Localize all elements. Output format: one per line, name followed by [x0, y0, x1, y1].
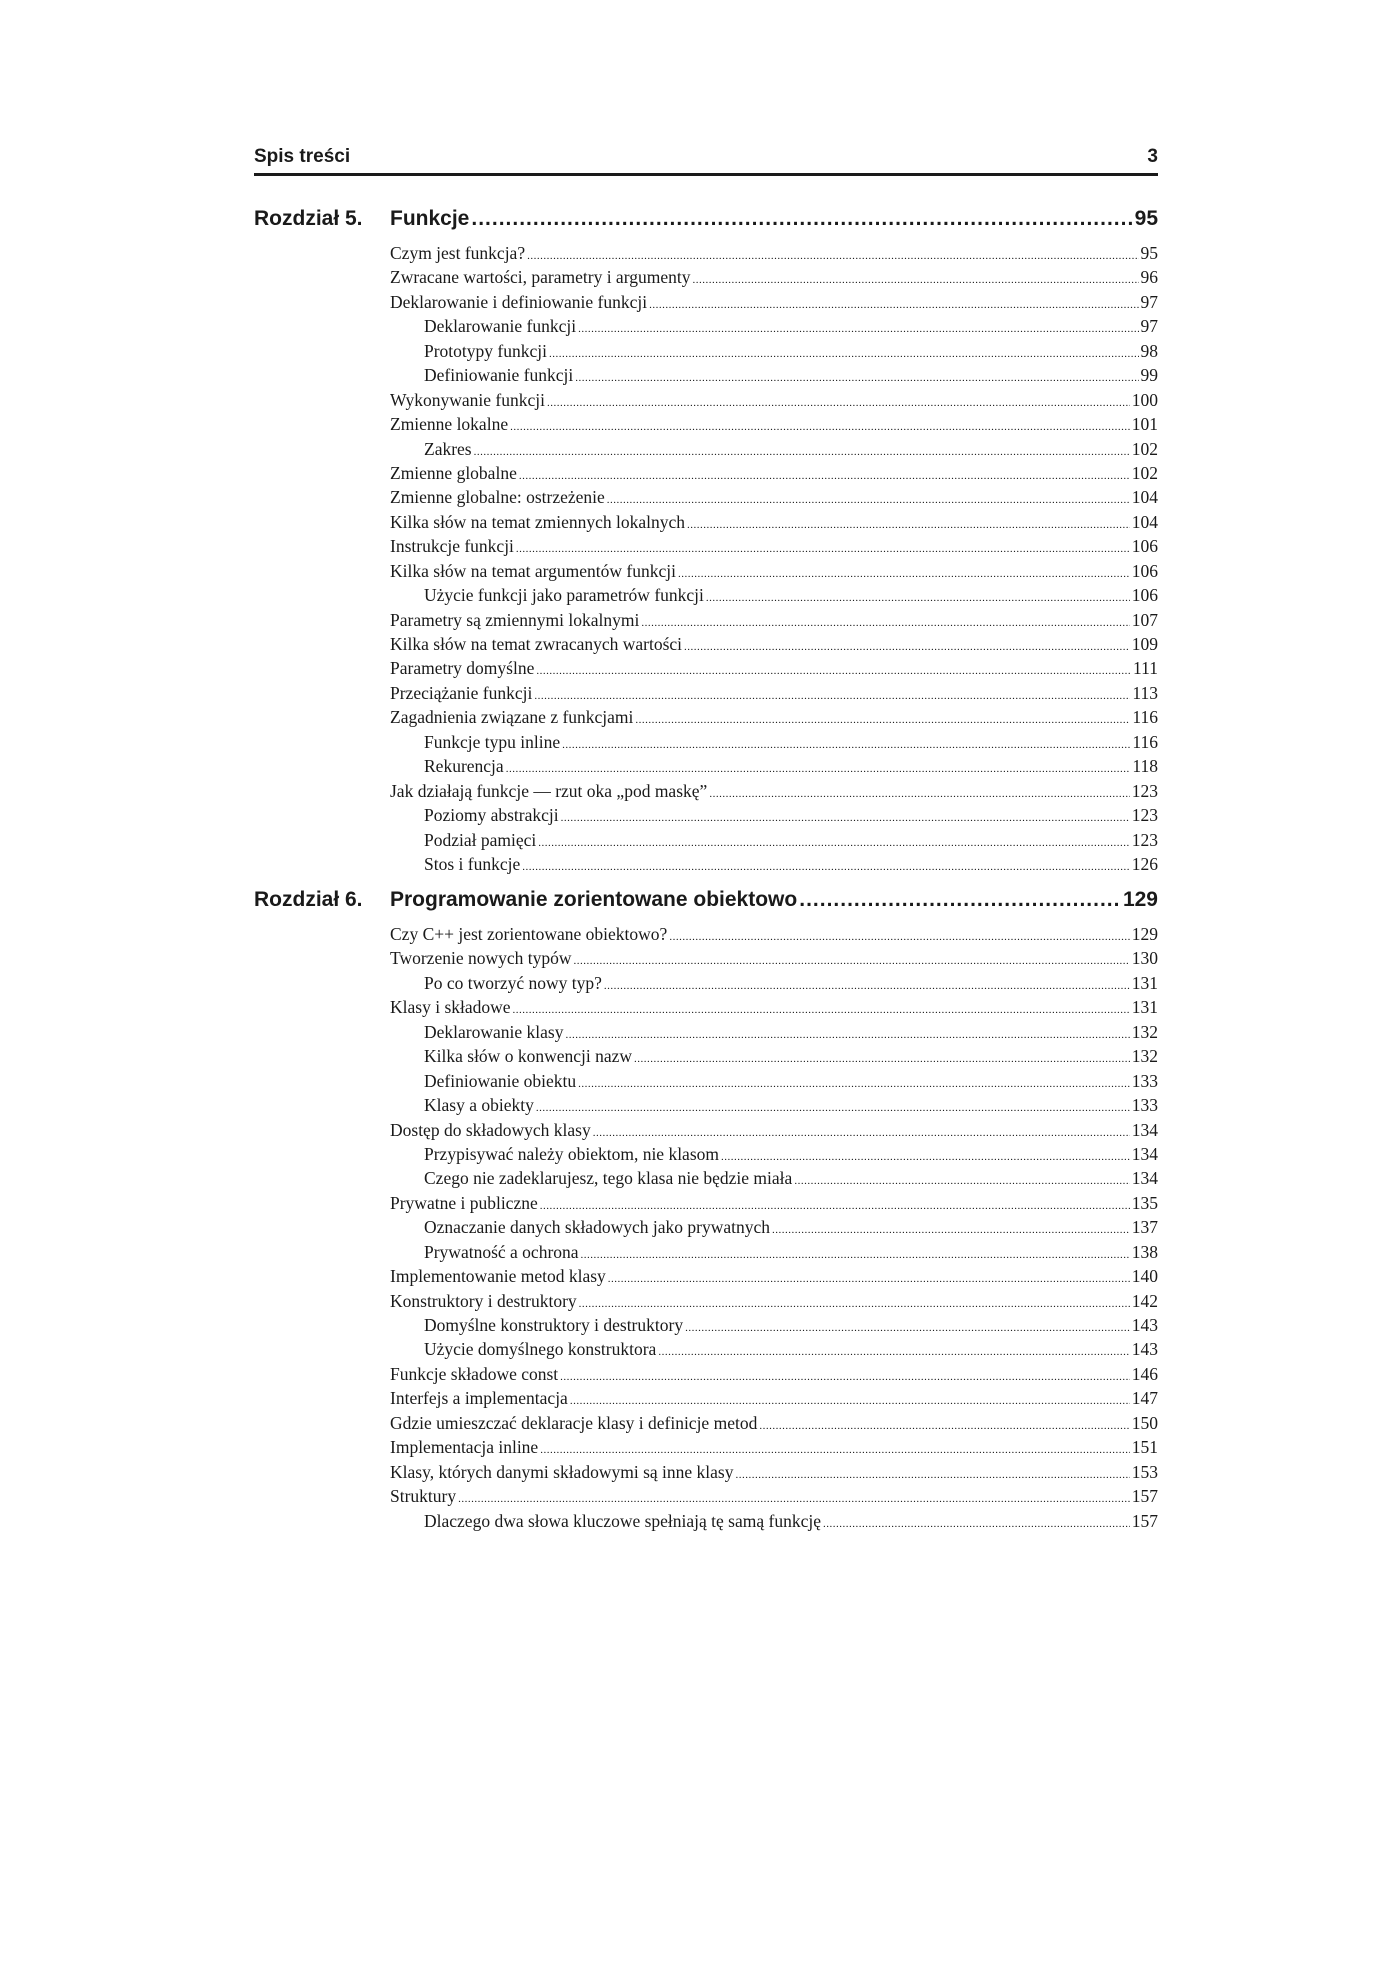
- toc-entry[interactable]: [390, 1020, 1158, 1044]
- toc-entry-title: Dlaczego dwa słowa kluczowe spełniają tę samą funkcję: [424, 1510, 821, 1531]
- toc-entry-title: Tworzenie nowych typów: [390, 948, 572, 969]
- toc-entry-page: 133: [1131, 1095, 1158, 1116]
- toc-entry-page: 96: [1140, 267, 1158, 288]
- toc-entry-title: Definiowanie obiektu: [424, 1070, 577, 1091]
- toc-entry-title: Domyślne konstruktory i destruktory: [424, 1315, 684, 1335]
- toc-entry-page: 143: [1131, 1315, 1158, 1335]
- toc-entry[interactable]: [390, 339, 1158, 363]
- toc-entry-page: 97: [1140, 291, 1158, 312]
- dot-leader: [794, 1169, 1129, 1193]
- chapter-title: Funkcje: [390, 207, 470, 230]
- toc-entry[interactable]: [390, 1386, 1158, 1410]
- dot-leader: [547, 391, 1130, 415]
- toc-entry-title: Wykonywanie funkcji: [390, 389, 545, 410]
- toc-entry[interactable]: [390, 803, 1158, 827]
- toc-entry-page: 106: [1131, 585, 1158, 606]
- dot-leader: [607, 488, 1130, 512]
- toc-entry[interactable]: [390, 971, 1158, 995]
- toc-entry[interactable]: [390, 412, 1158, 436]
- toc-entry-title: Po co tworzyć nowy typ?: [424, 972, 602, 993]
- toc-entry[interactable]: [390, 1240, 1158, 1264]
- toc-entry[interactable]: [390, 290, 1158, 314]
- toc-entry-page: 123: [1131, 805, 1158, 826]
- toc-entry[interactable]: [390, 485, 1158, 509]
- dot-leader: [578, 317, 1138, 341]
- chapter-5: [254, 207, 1158, 876]
- toc-entry-title: Podział pamięci: [424, 829, 537, 850]
- chapter-label: Rozdział 5.: [254, 207, 363, 230]
- dot-leader: [706, 586, 1130, 610]
- toc-entry-page: 157: [1131, 1510, 1158, 1531]
- toc-entry-title: Deklarowanie funkcji: [424, 316, 577, 337]
- toc-entry-title: Klasy, których danymi składowymi są inne klasy: [390, 1461, 734, 1482]
- toc-entry-page: 131: [1131, 972, 1158, 993]
- chapter-title: Programowanie zorientowane obiektowo: [390, 888, 798, 911]
- toc-entry[interactable]: [390, 1313, 1158, 1337]
- dot-leader: [721, 1145, 1130, 1169]
- toc-entry-page: 106: [1131, 536, 1158, 557]
- toc-entry-title: Rekurencja: [424, 756, 504, 777]
- dot-leader: [570, 1389, 1130, 1413]
- toc-entry-title: Kilka słów o konwencji nazw: [424, 1046, 633, 1067]
- dot-leader: [540, 1438, 1130, 1462]
- toc-entry[interactable]: [390, 388, 1158, 412]
- toc-entry[interactable]: [390, 265, 1158, 289]
- toc-entry[interactable]: [390, 656, 1158, 680]
- toc-entry-page: 153: [1131, 1461, 1158, 1482]
- toc-entry-title: Struktury: [390, 1486, 457, 1507]
- toc-entry[interactable]: [390, 1191, 1158, 1215]
- toc-entry-title: Zakres: [424, 438, 472, 459]
- toc-entry-page: 99: [1140, 365, 1158, 386]
- toc-entry[interactable]: [390, 1289, 1158, 1313]
- dot-leader: [516, 537, 1130, 561]
- toc-entry-page: 104: [1131, 487, 1158, 508]
- toc-entry-page: 151: [1131, 1437, 1158, 1458]
- dot-leader: [593, 1121, 1130, 1145]
- dot-leader: [581, 1243, 1130, 1267]
- toc-entry[interactable]: [390, 559, 1158, 583]
- dot-leader: [604, 974, 1130, 998]
- toc-entry-page: 123: [1131, 829, 1158, 850]
- toc-entry-page: 138: [1131, 1241, 1158, 1262]
- toc-entry-title: Oznaczanie danych składowych jako prywatnych: [424, 1217, 770, 1238]
- toc-entry-page: 98: [1140, 340, 1158, 361]
- toc-entry-page: 150: [1131, 1412, 1158, 1433]
- dot-leader: [799, 888, 1121, 912]
- toc-entry[interactable]: [390, 461, 1158, 485]
- toc-entry-page: 111: [1133, 658, 1158, 679]
- dot-leader: [538, 831, 1129, 855]
- toc-entry[interactable]: [390, 583, 1158, 607]
- toc-entry-title: Kilka słów na temat argumentów funkcji: [390, 560, 676, 581]
- dot-leader: [536, 1096, 1130, 1120]
- toc-entry-title: Czego nie zadeklarujesz, tego klasa nie będzie miała: [424, 1168, 793, 1189]
- dot-leader: [506, 757, 1131, 781]
- toc-entry[interactable]: [390, 828, 1158, 852]
- toc-entry[interactable]: [390, 608, 1158, 632]
- dot-leader: [574, 949, 1130, 973]
- toc-entry-page: 131: [1131, 997, 1158, 1018]
- dot-leader: [578, 1072, 1130, 1096]
- toc-entry[interactable]: [390, 995, 1158, 1019]
- toc-entry-page: 134: [1131, 1119, 1158, 1140]
- toc-entry-title: Zmienne globalne: [390, 462, 517, 483]
- dot-leader: [471, 207, 1132, 231]
- toc-entry-title: Przeciążanie funkcji: [390, 682, 533, 703]
- dot-leader: [687, 513, 1130, 537]
- toc-entry-page: 106: [1131, 560, 1158, 581]
- toc-entry-page: 118: [1132, 756, 1158, 777]
- toc-entry-title: Instrukcje funkcji: [390, 536, 514, 557]
- dot-leader: [823, 1512, 1130, 1536]
- toc-entry[interactable]: [390, 730, 1158, 754]
- dot-leader: [513, 998, 1130, 1022]
- toc-entry-title: Konstruktory i destruktory: [390, 1290, 577, 1311]
- toc-entry-title: Zwracane wartości, parametry i argumenty: [390, 267, 691, 288]
- toc-entry[interactable]: [390, 946, 1158, 970]
- dot-leader: [658, 1340, 1129, 1364]
- dot-leader: [608, 1267, 1130, 1291]
- chapter-entries: [390, 922, 1158, 1533]
- toc-entry-page: 137: [1131, 1217, 1158, 1238]
- toc-entry[interactable]: [390, 632, 1158, 656]
- toc-entry-page: 134: [1131, 1168, 1158, 1189]
- toc-entry-title: Deklarowanie i definiowanie funkcji: [390, 291, 648, 312]
- toc-entry[interactable]: [390, 1411, 1158, 1435]
- toc-entry[interactable]: [390, 1069, 1158, 1093]
- toc-entry[interactable]: [390, 1215, 1158, 1239]
- toc-entry[interactable]: [390, 754, 1158, 778]
- toc-entry-page: 107: [1131, 609, 1158, 630]
- dot-leader: [772, 1218, 1130, 1242]
- toc-entry[interactable]: [390, 1264, 1158, 1288]
- toc-entry[interactable]: [390, 779, 1158, 803]
- toc-entry-page: 104: [1131, 511, 1158, 532]
- toc-entry-title: Prototypy funkcji: [424, 340, 547, 361]
- toc-entry-page: 102: [1131, 438, 1158, 459]
- toc-entry-page: 95: [1140, 243, 1158, 263]
- dot-leader: [575, 366, 1138, 390]
- dot-leader: [692, 268, 1138, 292]
- chapter-6: [254, 888, 1158, 1533]
- toc-entry-title: Poziomy abstrakcji: [424, 805, 559, 826]
- toc-entry-title: Klasy i składowe: [390, 997, 511, 1018]
- toc-entry-page: 116: [1132, 707, 1158, 728]
- toc-entry-title: Deklarowanie klasy: [424, 1021, 564, 1042]
- toc-entry-title: Interfejs a implementacja: [390, 1388, 568, 1409]
- dot-leader: [561, 806, 1130, 830]
- dot-leader: [562, 733, 1130, 757]
- toc-entry-title: Użycie funkcji jako parametrów funkcji: [424, 585, 704, 606]
- dot-leader: [759, 1414, 1129, 1438]
- toc-entry-title: Gdzie umieszczać deklaracje klasy i definicje metod: [390, 1412, 758, 1433]
- toc-entry[interactable]: [390, 922, 1158, 946]
- toc-entry-title: Jak działają funkcje — rzut oka „pod maskę”: [390, 780, 708, 801]
- dot-leader: [534, 684, 1130, 708]
- dot-leader: [458, 1487, 1130, 1511]
- toc-entry-title: Definiowanie funkcji: [424, 365, 574, 386]
- running-header: [254, 146, 1158, 176]
- dot-leader: [649, 293, 1138, 317]
- toc-entry-title: Czym jest funkcja?: [390, 243, 526, 263]
- toc-entry[interactable]: [390, 534, 1158, 558]
- dot-leader: [510, 415, 1130, 439]
- dot-leader: [536, 659, 1131, 683]
- dot-leader: [678, 562, 1130, 586]
- toc-entry-title: Funkcje typu inline: [424, 731, 561, 752]
- toc-entry[interactable]: [390, 241, 1158, 265]
- toc-entry-page: 134: [1131, 1143, 1158, 1164]
- toc-entry[interactable]: [390, 1337, 1158, 1361]
- toc-entry-page: 135: [1131, 1192, 1158, 1213]
- chapter-heading[interactable]: [254, 207, 1158, 241]
- toc-entry[interactable]: [390, 1044, 1158, 1068]
- dot-leader: [565, 1023, 1129, 1047]
- dot-leader: [685, 1316, 1130, 1340]
- toc-entry-page: 132: [1131, 1021, 1158, 1042]
- toc-entry[interactable]: [390, 1484, 1158, 1508]
- toc-entry-page: 97: [1140, 316, 1158, 337]
- dot-leader: [519, 464, 1130, 488]
- toc-entry-page: 146: [1131, 1363, 1158, 1384]
- chapter-label: Rozdział 6.: [254, 888, 363, 911]
- toc-entry-title: Zagadnienia związane z funkcjami: [390, 707, 634, 728]
- toc-entry-title: Kilka słów na temat zmiennych lokalnych: [390, 511, 685, 532]
- toc-entry-page: 140: [1131, 1266, 1158, 1287]
- toc-entry-page: 126: [1131, 853, 1158, 874]
- toc-entry[interactable]: [390, 1166, 1158, 1190]
- dot-leader: [560, 1365, 1130, 1389]
- dot-leader: [635, 708, 1130, 732]
- dot-leader: [684, 635, 1130, 659]
- toc-entry-page: 101: [1131, 414, 1158, 435]
- toc-entry[interactable]: [390, 437, 1158, 461]
- toc-entry[interactable]: [390, 314, 1158, 338]
- toc-entry[interactable]: [390, 705, 1158, 729]
- toc-entry-page: 132: [1131, 1046, 1158, 1067]
- toc-entry-page: 113: [1132, 682, 1158, 703]
- dot-leader: [540, 1194, 1130, 1218]
- toc-entry-title: Zmienne lokalne: [390, 414, 509, 435]
- toc-entry-page: 102: [1131, 462, 1158, 483]
- toc-entry-page: 100: [1131, 389, 1158, 410]
- toc-entry-page: 143: [1131, 1339, 1158, 1360]
- toc-entry[interactable]: [390, 1460, 1158, 1484]
- chapter-heading[interactable]: [254, 888, 1158, 922]
- toc-entry-title: Parametry są zmiennymi lokalnymi: [390, 609, 640, 630]
- toc-entry-title: Przypisywać należy obiektom, nie klasom: [424, 1143, 719, 1164]
- toc-entry[interactable]: [390, 852, 1158, 876]
- toc-entry-title: Czy C++ jest zorientowane obiektowo?: [390, 924, 668, 944]
- toc-entry-page: 116: [1132, 731, 1158, 752]
- toc-entry-title: Zmienne globalne: ostrzeżenie: [390, 487, 605, 508]
- toc-entry-page: 130: [1131, 948, 1158, 969]
- toc-entry-title: Implementacja inline: [390, 1437, 539, 1458]
- dot-leader: [669, 925, 1129, 949]
- toc-entry[interactable]: [390, 1509, 1158, 1533]
- dot-leader: [527, 244, 1138, 268]
- toc-entry-title: Użycie domyślnego konstruktora: [424, 1339, 657, 1360]
- dot-leader: [474, 440, 1130, 464]
- toc-entry-title: Funkcje składowe const: [390, 1363, 559, 1384]
- toc-entry-title: Parametry domyślne: [390, 658, 535, 679]
- toc-entry-title: Klasy a obiekty: [424, 1095, 534, 1116]
- toc-entry-page: 133: [1131, 1070, 1158, 1091]
- toc-entry-page: 147: [1131, 1388, 1158, 1409]
- toc-entry-page: 157: [1131, 1486, 1158, 1507]
- toc-entry[interactable]: [390, 1142, 1158, 1166]
- toc-entry-title: Implementowanie metod klasy: [390, 1266, 606, 1287]
- dot-leader: [709, 782, 1129, 806]
- header-page-number: 3: [1147, 146, 1158, 167]
- toc-entry[interactable]: [390, 510, 1158, 534]
- toc-entry[interactable]: [390, 1435, 1158, 1459]
- toc-entry[interactable]: [390, 1362, 1158, 1386]
- toc-entry[interactable]: [390, 363, 1158, 387]
- chapter-entries: [390, 241, 1158, 876]
- toc-entry-page: 123: [1131, 780, 1158, 801]
- toc-entry-title: Prywatność a ochrona: [424, 1241, 579, 1262]
- dot-leader: [641, 611, 1129, 635]
- chapter-page: 95: [1134, 207, 1158, 230]
- dot-leader: [735, 1463, 1129, 1487]
- chapter-page: 129: [1122, 888, 1158, 911]
- toc-entry-title: Dostęp do składowych klasy: [390, 1119, 591, 1140]
- toc-entry-title: Stos i funkcje: [424, 853, 521, 874]
- toc-entry-title: Kilka słów na temat zwracanych wartości: [390, 634, 683, 654]
- toc-entry-title: Prywatne i publiczne: [390, 1192, 538, 1213]
- dot-leader: [549, 342, 1139, 366]
- toc-entry-page: 129: [1131, 924, 1158, 944]
- dot-leader: [634, 1047, 1130, 1071]
- toc-entry[interactable]: [390, 681, 1158, 705]
- header-title: Spis treści: [254, 146, 351, 167]
- toc-entry-page: 109: [1131, 634, 1158, 654]
- dot-leader: [579, 1292, 1130, 1316]
- dot-leader: [522, 855, 1130, 879]
- toc-entry-page: 142: [1131, 1290, 1158, 1311]
- toc-entry[interactable]: [390, 1118, 1158, 1142]
- toc-entry[interactable]: [390, 1093, 1158, 1117]
